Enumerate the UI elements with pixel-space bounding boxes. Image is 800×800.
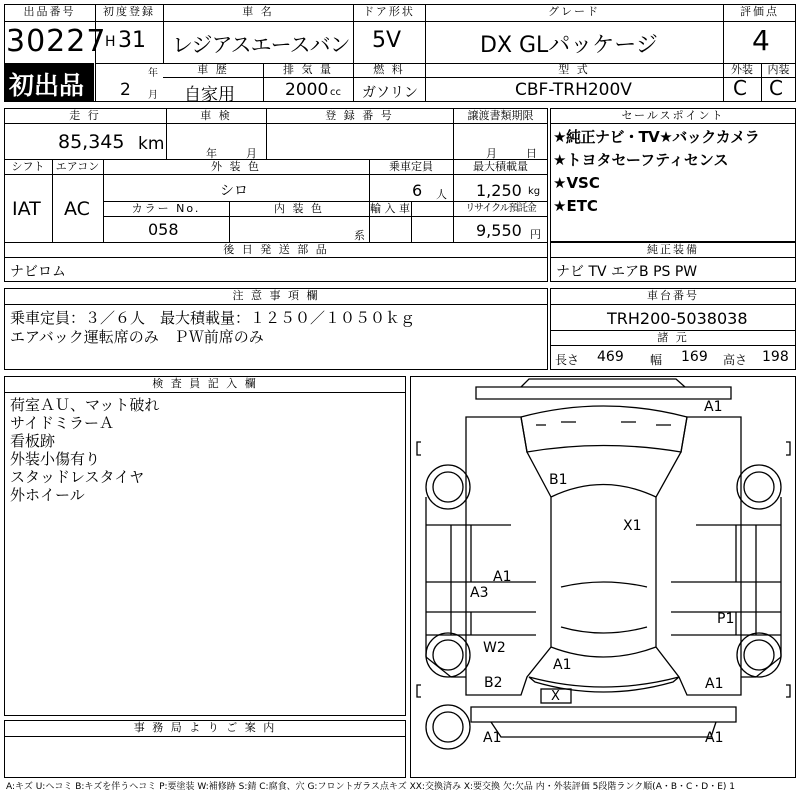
color-no-label: カラー No.: [131, 202, 201, 215]
history: 自家用: [184, 85, 235, 105]
kg-unit: kg: [528, 186, 541, 197]
car-name-label: 車 名: [242, 5, 274, 18]
roof-rear: [551, 647, 656, 657]
legend: A:キズ U:ヘコミ B:キズを伴うヘコミ P:要塗装 W:補修跡 S:錆 C:腐食、穴 G:フロントガラス点キズ XX:交換済み X:要交換 欠:欠品 内・外装評価 5段階ランク順(A・B・C・D・E) 1: [6, 782, 736, 792]
score-label: 評価点: [740, 5, 779, 18]
damage-mark: B2: [484, 675, 503, 691]
displacement: 2000: [285, 80, 329, 100]
lot-no: 30227: [6, 24, 107, 59]
km-unit: km: [138, 134, 165, 154]
mileage-label: 走 行: [69, 109, 101, 122]
ac-label: エアコン: [55, 160, 100, 173]
damage-mark: A3: [470, 585, 489, 601]
sales-point-list: [553, 126, 795, 218]
equipment-label: 純正装備: [647, 243, 699, 256]
transfer-label: 譲渡書類期限: [467, 109, 534, 122]
int-label: 内装: [767, 63, 790, 76]
inspector-notes: [10, 396, 159, 504]
grade: DX GLパッケージ: [480, 33, 658, 58]
lot-no-label: 出品番号: [23, 5, 76, 18]
sales-point-item: ★ETC: [553, 197, 598, 215]
fuel: ガソリン: [362, 85, 418, 101]
left-side-outline: [426, 497, 466, 677]
score: 4: [752, 24, 770, 57]
office-label: 事 務 局 よ り ご 案 内: [133, 721, 277, 734]
fuel-label: 燃 料: [373, 63, 405, 76]
spec-label: 諸 元: [657, 331, 689, 344]
notes-line: エアバック運転席のみ ＰＷ前席のみ: [10, 328, 264, 346]
cc-unit: cc: [330, 87, 341, 98]
height-label: 高さ: [723, 353, 748, 367]
import-label: 輸 入 車: [370, 202, 410, 215]
ac: AC: [64, 198, 90, 220]
recycle-label: リサイクル預託金: [465, 203, 536, 214]
damage-diagram: [410, 376, 796, 778]
width-label: 幅: [650, 353, 663, 367]
damage-mark: A1: [704, 399, 723, 415]
car-name: レジアスエースバン: [172, 33, 350, 57]
damage-mark: A1: [483, 730, 502, 746]
max-load: 1,250: [476, 181, 522, 200]
capacity: 6: [412, 181, 423, 200]
equipment: ナビ TV エアB PS PW: [556, 264, 698, 280]
length-label: 長さ: [555, 353, 580, 367]
chassis-label: 車台番号: [647, 289, 699, 302]
mileage: 85,345: [58, 131, 125, 153]
inspector-label: 検 査 員 記 入 欄: [152, 377, 258, 390]
inspection-month-unit: 月: [246, 147, 257, 160]
front-bumper-top: [521, 379, 685, 387]
inspector-line: 荷室ＡＵ、マット破れ: [10, 396, 160, 414]
yen-unit: 円: [530, 228, 541, 241]
later-parts: ナビロム: [10, 264, 66, 280]
notes-line: 乗車定員：３／６人 最大積載量：１２５０／１０５０ｋｇ: [10, 309, 416, 327]
capacity-unit: 人: [436, 188, 447, 201]
later-parts-label: 後 日 発 送 部 品: [223, 243, 329, 256]
shift-label: シフト: [11, 160, 45, 173]
first-reg-year: 31: [118, 28, 146, 53]
windshield-outline: [521, 406, 687, 452]
door-label: ドア形状: [363, 5, 415, 18]
inspector-line: 外装小傷有り: [10, 450, 101, 468]
right-body-outline: [656, 417, 741, 695]
damage-mark: X1: [623, 518, 642, 534]
recycle-fee: 9,550: [476, 221, 522, 240]
int-color-label: 内 装 色: [274, 202, 324, 215]
car-outline-svg: [411, 377, 795, 777]
first-listing-text: 初出品: [9, 71, 85, 100]
inspector-line: スタッドレスタイヤ: [10, 468, 145, 486]
front-bumper-outline: [476, 387, 731, 399]
sales-point-item: ★純正ナビ・TV★バックカメラ: [553, 128, 760, 146]
displacement-label: 排 気 量: [283, 63, 333, 76]
capacity-label: 乗車定員: [389, 160, 433, 173]
load-label: 最大積載量: [473, 160, 528, 173]
ext-color: シロ: [220, 183, 248, 199]
grade-label: グレード: [548, 5, 600, 18]
damage-mark: W2: [483, 640, 506, 656]
first-reg-label: 初度登録: [103, 5, 155, 18]
notes-label: 注 意 事 項 欄: [232, 289, 320, 302]
sales-point-item: ★VSC: [553, 174, 600, 192]
int-grade: C: [769, 76, 783, 100]
sales-point-label: セールスポイント: [621, 109, 725, 122]
month-unit: 月: [148, 90, 158, 101]
damage-mark: B1: [549, 472, 568, 488]
inspection-label: 車 検: [200, 109, 232, 122]
int-color-unit: 系: [354, 229, 365, 242]
transfer-month-unit: 月: [486, 147, 497, 160]
damage-mark: X: [551, 689, 560, 704]
sales-point-item: ★トヨタセーフティセンス: [553, 151, 729, 169]
inspector-line: 外ホイール: [10, 486, 85, 504]
first-reg-month: 2: [120, 80, 131, 100]
height: 198: [762, 349, 789, 365]
model-label: 型 式: [558, 63, 590, 76]
damage-mark: A1: [705, 730, 724, 746]
rear-bumper-outline: [471, 707, 736, 722]
history-label: 車 歴: [197, 63, 229, 76]
length: 469: [597, 349, 624, 365]
width: 169: [681, 349, 708, 365]
transfer-day-unit: 日: [526, 147, 537, 160]
era: H: [105, 34, 116, 50]
inspector-line: 看板跡: [10, 432, 56, 450]
damage-mark: A1: [493, 569, 512, 585]
year-unit: 年: [148, 68, 158, 79]
right-side-outline: [741, 497, 781, 677]
ext-label: 外装: [731, 63, 753, 76]
notes-text: [10, 309, 415, 347]
color-no: 058: [148, 220, 179, 239]
damage-mark: A1: [553, 657, 572, 673]
ext-grade: C: [733, 76, 747, 100]
shift: IAT: [12, 198, 41, 220]
left-body-outline: [466, 417, 551, 695]
model: CBF-TRH200V: [515, 80, 632, 100]
ext-color-label: 外 装 色: [211, 160, 261, 173]
damage-mark: P1: [717, 611, 735, 627]
reg-no-label: 登 録 番 号: [325, 109, 394, 122]
chassis-no: TRH200-5038038: [607, 309, 748, 328]
inspection-year-unit: 年: [206, 147, 217, 160]
inspector-line: サイドミラーＡ: [10, 414, 114, 432]
door-type: 5V: [372, 28, 402, 53]
damage-mark: A1: [705, 676, 724, 692]
left-door-lines: [426, 525, 536, 635]
